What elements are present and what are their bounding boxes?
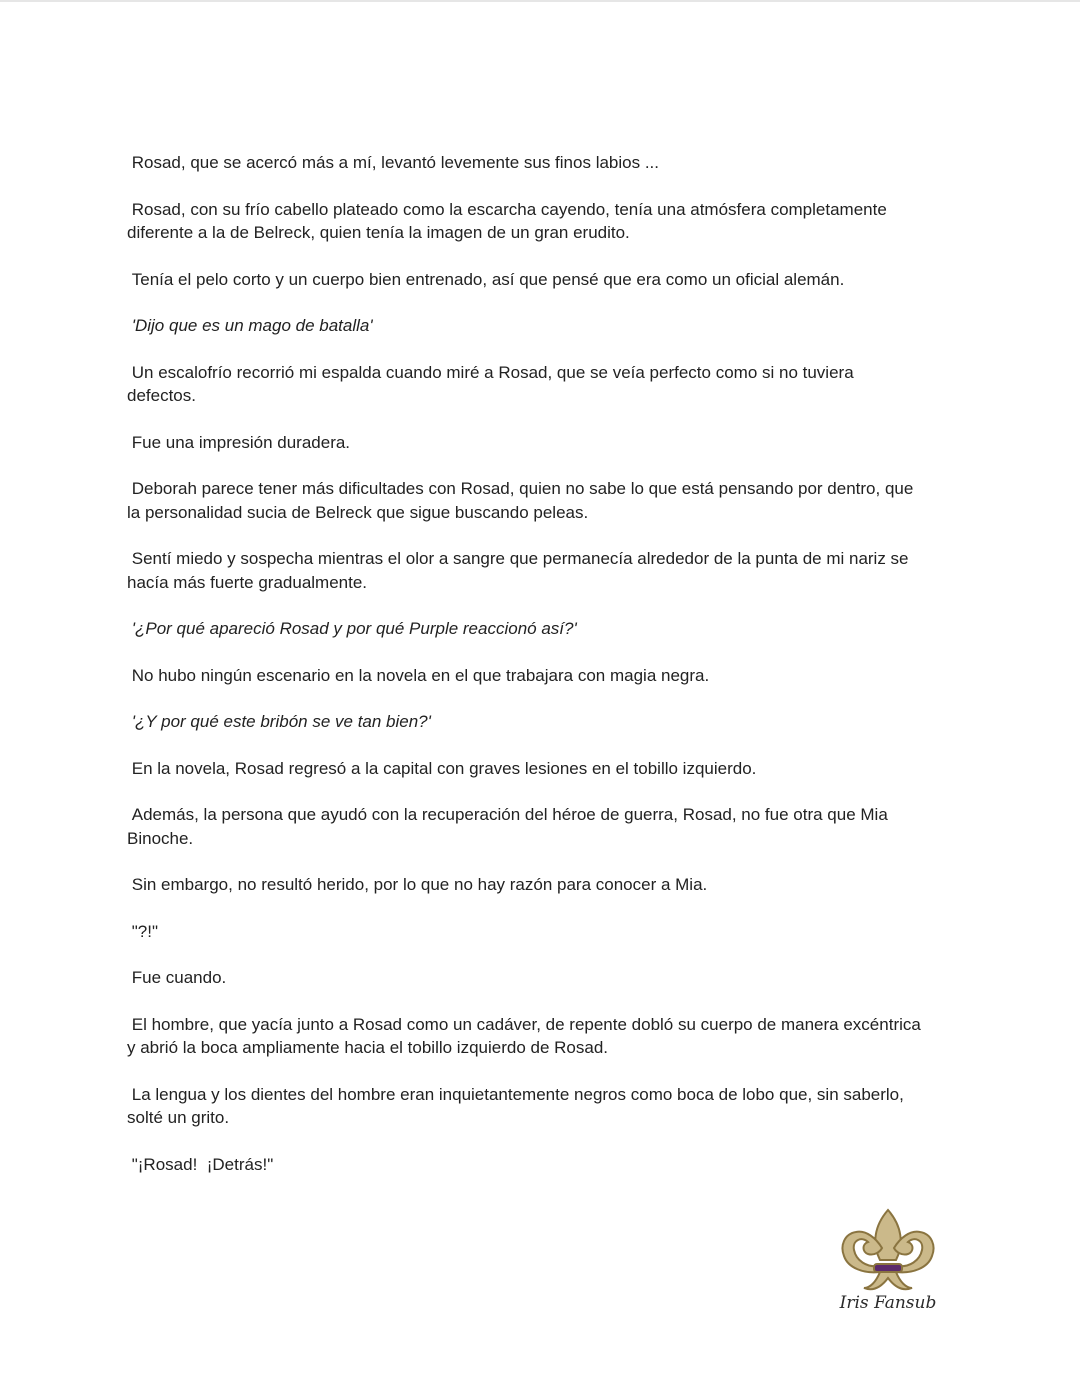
dialogue-line: "?!" <box>127 921 158 941</box>
top-divider <box>0 0 1080 2</box>
paragraph: Sin embargo, no resultó herido, por lo que no hay razón para conocer a Mia. <box>127 875 708 894</box>
paragraph: El hombre, que yacía junto a Rosad como un cadáver, de repente dobló su cuerpo de manera excéntrica y abrió la boca ampliamente hacia el tobillo izquierdo de Rosad. <box>127 1014 921 1057</box>
dialogue-line: "¡Rosad! ¡Detrás!" <box>127 1154 274 1174</box>
document-body <box>127 151 957 1176</box>
thought-line: 'Dijo que es un mago de batalla' <box>127 316 373 335</box>
paragraph: La lengua y los dientes del hombre eran inquietantemente negros como boca de lobo que, sin saberlo, solté un grito. <box>127 1084 904 1127</box>
paragraph: Rosad, con su frío cabello plateado como la escarcha cayendo, tenía una atmósfera completamente diferente a la de Belreck, quien tenía la imagen de un gran erudito. <box>127 199 887 242</box>
paragraph: Tenía el pelo corto y un cuerpo bien entrenado, así que pensé que era como un oficial alemán. <box>127 269 845 289</box>
paragraph: En la novela, Rosad regresó a la capital con graves lesiones en el tobillo izquierdo. <box>127 758 757 778</box>
paragraph: Fue cuando. <box>127 968 227 987</box>
paragraph: Sentí miedo y sospecha mientras el olor a sangre que permanecía alrededor de la punta de mi nariz se hacía más fuerte gradualmente. <box>127 549 909 592</box>
paragraph: No hubo ningún escenario en la novela en el que trabajara con magia negra. <box>127 665 710 685</box>
paragraph: Un escalofrío recorrió mi espalda cuando miré a Rosad, que se veía perfecto como si no tuviera defectos. <box>127 362 854 405</box>
paragraph: Rosad, que se acercó más a mí, levantó levemente sus finos labios ... <box>127 153 659 172</box>
thought-line: '¿Y por qué este bribón se ve tan bien?' <box>127 712 431 731</box>
logo-text: Iris Fansub <box>839 1293 937 1313</box>
paragraph: Fue una impresión duradera. <box>127 432 351 452</box>
paragraph: Además, la persona que ayudó con la recuperación del héroe de guerra, Rosad, no fue otra que Mia Binoche. <box>127 805 888 848</box>
thought-line: '¿Por qué apareció Rosad y por qué Purple reaccionó así?' <box>127 619 577 638</box>
paragraph: Deborah parece tener más dificultades con Rosad, quien no sabe lo que está pensando por dentro, que la personalidad sucia de Belreck que sigue buscando peleas. <box>127 479 914 522</box>
